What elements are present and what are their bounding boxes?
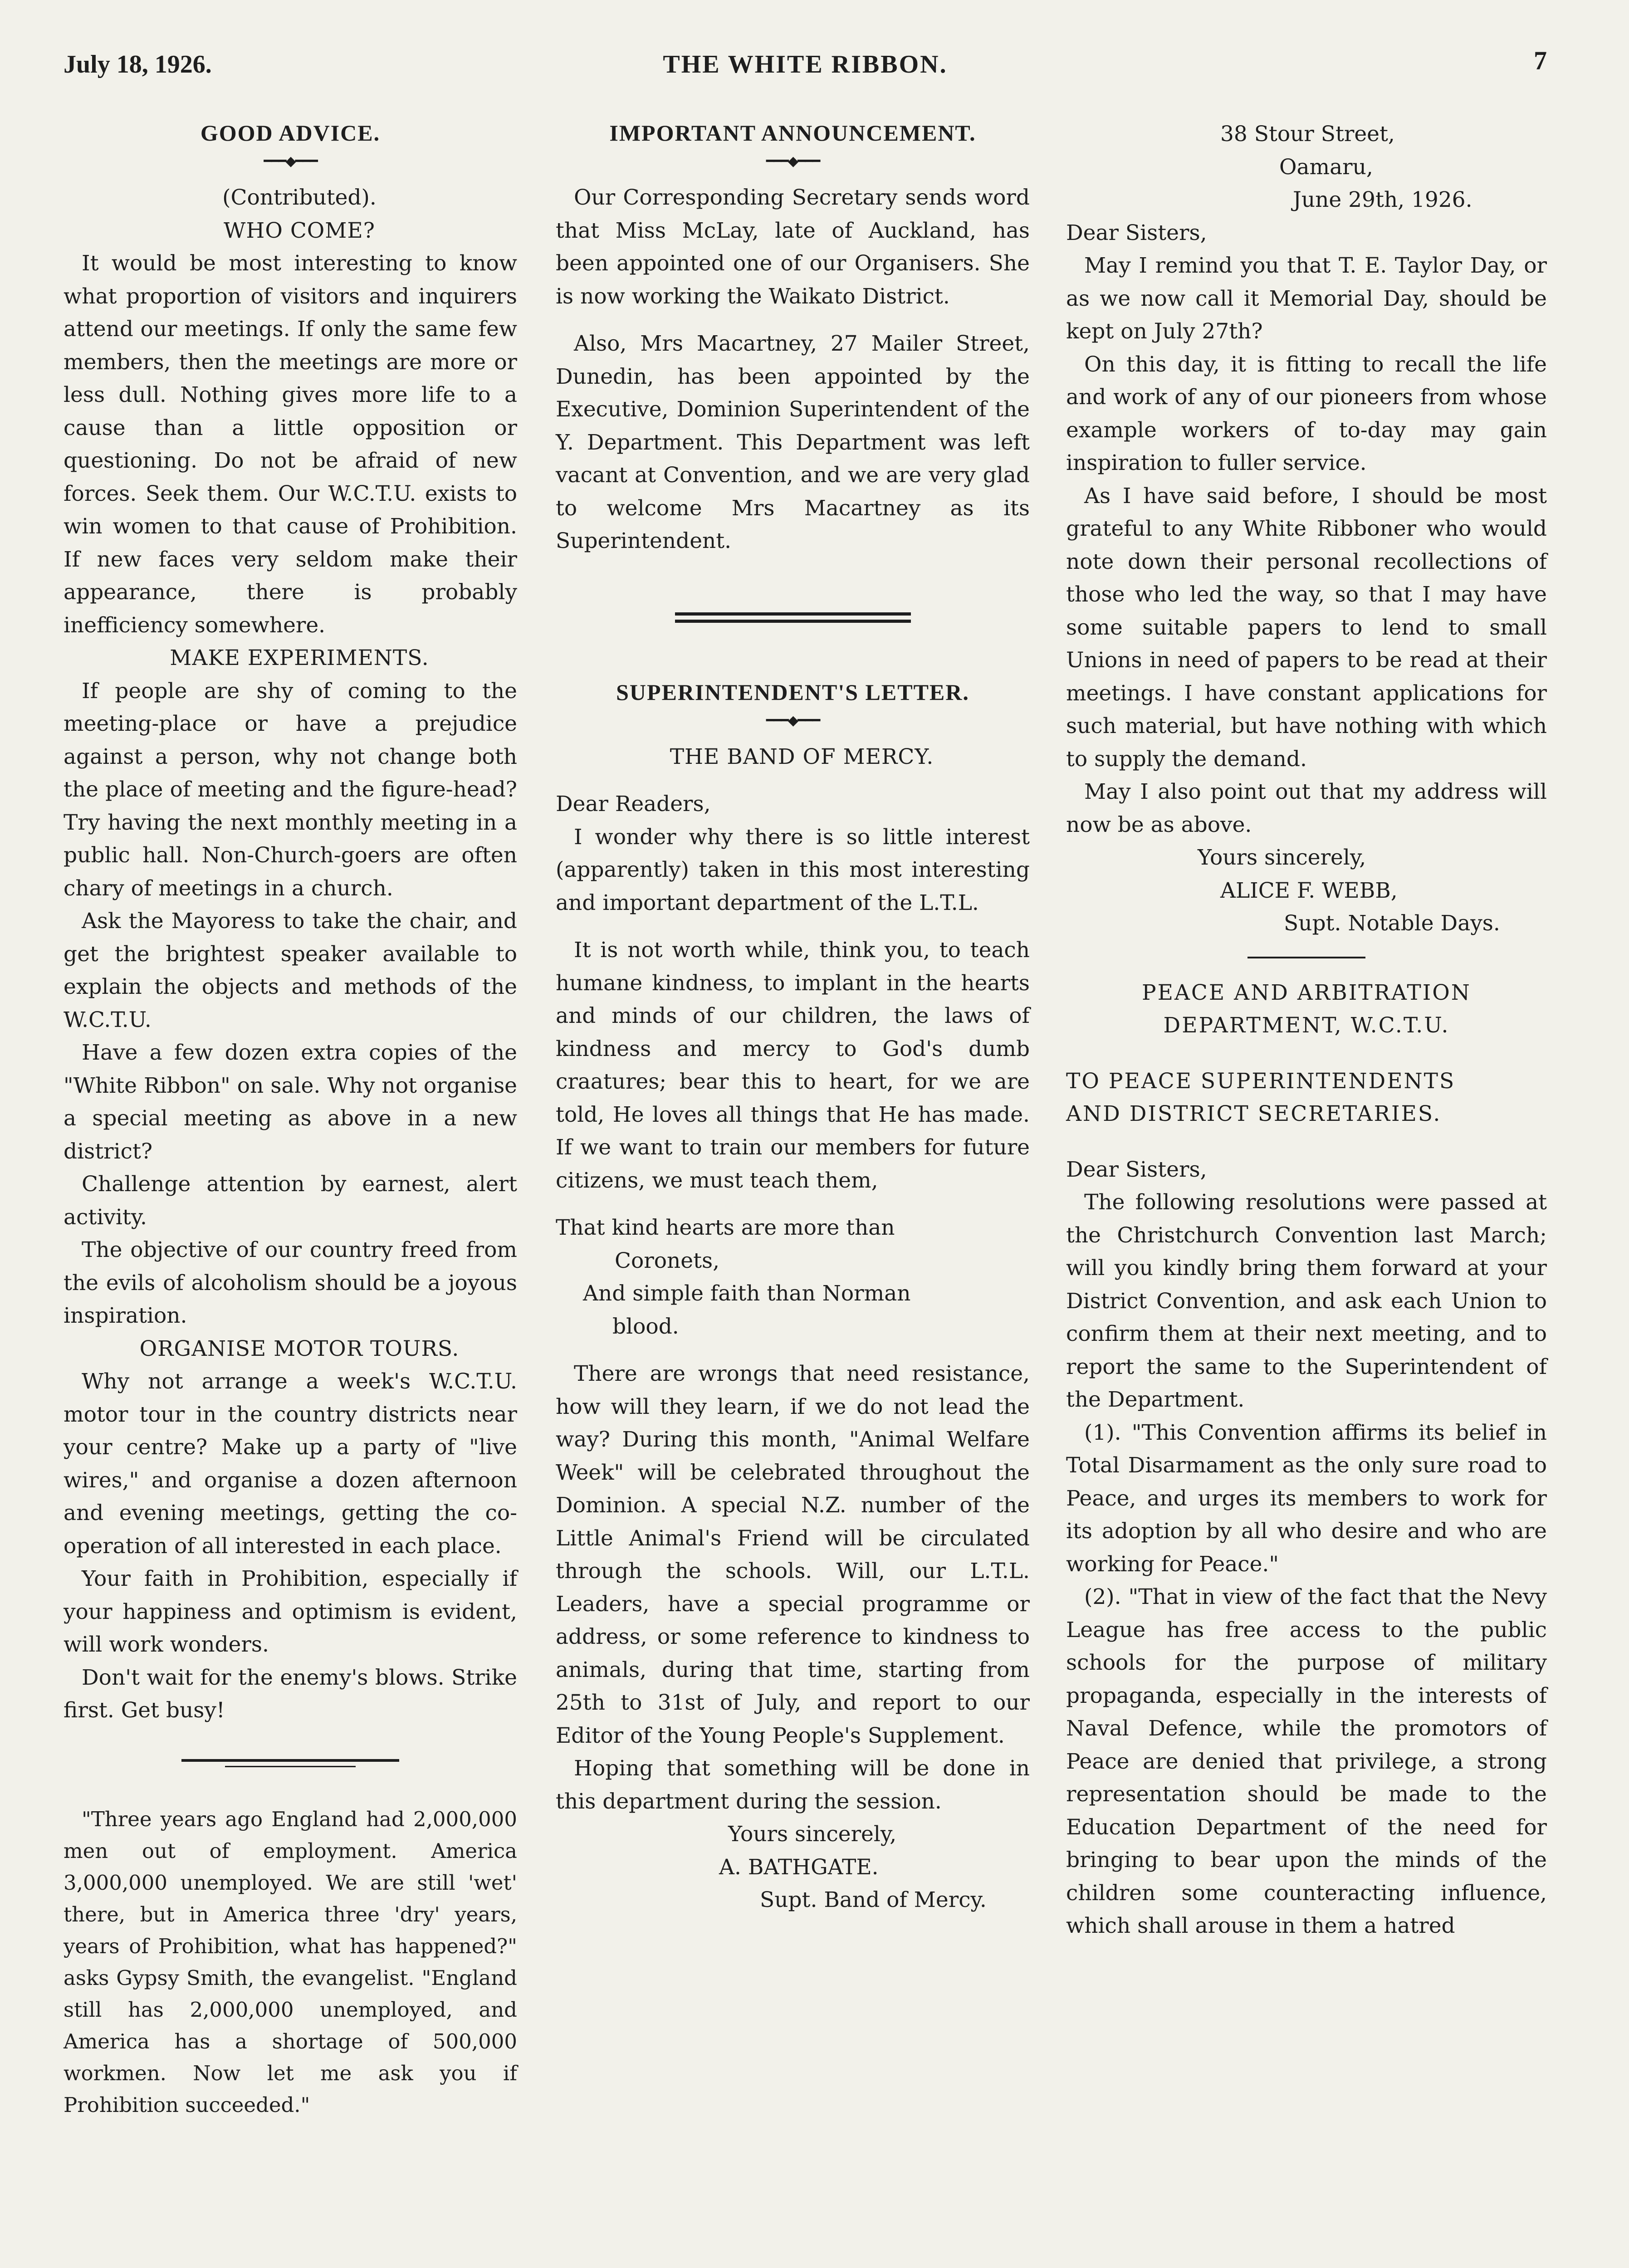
closing: Yours sincerely, [728,1822,897,1847]
section-divider [1247,957,1365,958]
poem-line: That kind hearts are more than [556,1215,895,1240]
ornament-divider: ━━━◆━━━ [264,153,317,169]
poem-line: blood. [612,1314,679,1339]
publication-title: THE WHITE RIBBON. [663,50,948,78]
paragraph: Ask the Mayoress to take the chair, and get the brightest speaker available to explain the objects and methods of the W.C.T.U. [64,909,517,1032]
paragraph: Hoping that something will be done in this department during the session. [556,1756,1030,1814]
column-letters [1066,118,1547,1943]
address-line: 38 Stour Street, [1220,122,1395,147]
paragraph: If people are shy of coming to the meeting-place or have a prejudice against a person, why not change both the place of meeting and the figure-head? Try having the next monthly meeting in a public hall. Non-Church-goers are often chary of meetings in a church. [64,678,517,901]
paragraph: Why not arrange a week's W.C.T.U. motor tour in the country districts near your centre? Make up a party of "live wires," and organise a dozen afternoon and evening meetings, getting the co-operation of all interested in each place. [64,1369,517,1559]
section-divider [181,1759,399,1767]
article-heading: IMPORTANT ANNOUNCEMENT. [609,120,976,146]
recipients-heading: AND DISTRICT SECRETARIES. [1066,1101,1442,1126]
signer-name: A. BATHGATE. [719,1854,879,1880]
closing: Yours sincerely, [1198,845,1366,870]
paragraph: May I remind you that T. E. Taylor Day, or as we now call it Memorial Day, should be kept on July 27th? [1066,253,1547,344]
paragraph: It is not worth while, think you, to teach humane kindness, to implant in the hearts and minds of our children, the laws of kindness and mercy to God's dumb craatures; bear this to heart, for we are told, He loves all things that He has made. If we want to train our members for future citizens, we must teach them, [556,938,1030,1193]
paragraph: Your faith in Prohibition, especially if your happiness and optimism is evident, will work wonders. [64,1566,517,1657]
column-good-advice [64,118,517,2121]
salutation: Dear Sisters, [1066,220,1207,245]
paragraph: Have a few dozen extra copies of the "White Ribbon" on sale. Why not organise a special meeting as above in a new district? [64,1040,517,1164]
poem-line: And simple faith than Norman [583,1281,911,1306]
section-divider [675,612,911,623]
paragraph: As I have said before, I should be most grateful to any White Ribboner who would note down their personal recollections of those who led the way, so that I may have some suitable papers to lend to small Unions in need of papers to be read at their meetings. I have constant applications for such material, but have nothing with which to supply the demand. [1066,483,1547,772]
paragraph: Don't wait for the enemy's blows. Strike first. Get busy! [64,1665,517,1723]
contributed-note: (Contributed). [222,185,377,210]
page-number: 7 [1534,46,1547,75]
masthead [64,41,1547,91]
ornament-divider: ━━━◆━━━ [766,712,820,728]
paragraph: May I also point out that my address will now be as above. [1066,779,1547,837]
paragraph: Also, Mrs Macartney, 27 Mailer Street, Dunedin, has been appointed by the Executive, Dominion Superintendent of the Y. Department. This Department was left vacant at Convention, and we are very glad to welcome Mrs Macartney as its Superintendent. [556,331,1030,553]
article-heading: SUPERINTENDENT'S LETTER. [616,679,969,705]
resolution-paragraph: (2). "That in view of the fact that the Nevy League has free access to the public schools for the purpose of military propaganda, especially in the interests of Naval Defence, while the promotors of Peace are denied that privilege, a strong representation should be made to the Education Department of the need for bringing to bear upon the minds of the children some counteracting influence, which shall arouse in them a hatred [1066,1584,1547,1938]
signer-title: Supt. Band of Mercy. [760,1887,987,1912]
paragraph: There are wrongs that need resistance, how will they learn, if we do not lead the way? During this month, "Animal Welfare Week" will be celebrated throughout the Dominion. A special N.Z. number of the Little Animal's Friend will be circulated through the schools. Will, our L.T.L. Leaders, have a special programme or address, or some reference to kindness to animals, during that time, starting from 25th to 31st of July, and report to our Editor of the Young People's Supplement. [556,1361,1030,1748]
address-date: June 29th, 1926. [1293,187,1472,212]
section-subheading: ORGANISE MOTOR TOURS. [139,1336,460,1361]
address-line: Oamaru, [1279,154,1373,180]
salutation: Dear Readers, [556,792,711,816]
paragraph: The objective of our country freed from the evils of alcoholism should be a joyous inspiration. [64,1237,517,1328]
resolution-paragraph: (1). "This Convention affirms its belief in Total Disarmament as the only sure road to Peace, and urges its members to work for its adoption by all who desire and who are working for Peace." [1066,1420,1547,1577]
column-announcements [556,118,1030,1917]
signer-title: Supt. Notable Days. [1284,911,1500,936]
paragraph: The following resolutions were passed at the Christchurch Convention last March; will you kindly bring them forward at your District Convention, and ask each Union to confirm them at their next meeting, and to report the same to the Superintendent of the Department. [1066,1190,1547,1412]
ornament-divider: ━━━◆━━━ [766,153,820,169]
issue-date: July 18, 1926. [64,50,212,78]
signer-name: ALICE F. WEBB, [1220,878,1398,903]
paragraph: I wonder why there is so little interest (apparently) taken in this most interesting and important department of the L.T.L. [556,824,1030,915]
paragraph: It would be most interesting to know what proportion of visitors and inquirers attend our meetings. If only the same few members, then the meetings are more or less dull. Nothing gives more life to a cause than a little opposition or questioning. Do not be afraid of new forces. Seek them. Our W.C.T.U. exists to win women to that cause of Prohibition. If new faces very seldom make their appearance, there is probably inefficiency somewhere. [64,251,517,638]
paragraph: Our Corresponding Secretary sends word that Miss McLay, late of Auckland, has been appointed one of our Organisers. She is now working the Waikato District. [556,185,1030,309]
section-subheading: MAKE EXPERIMENTS. [170,645,429,670]
paragraph: On this day, it is fitting to recall the life and work of any of our pioneers from whose example workers of to-day may gain inspiration to fuller service. [1066,352,1547,475]
department-heading: PEACE AND ARBITRATION [1142,980,1471,1005]
quote-paragraph: "Three years ago England had 2,000,000 men out of employment. America 3,000,000 unemployed. We are still 'wet' there, but in America three 'dry' years, years of Prohibition, what has happened?" asks Gypsy Smith, the evangelist. "England still has 2,000,000 unemployed, and America has a shortage of 500,000 workmen. Now let me ask you if Prohibition succeeded." [64,1807,517,2117]
department-heading: DEPARTMENT, W.C.T.U. [1163,1013,1450,1038]
article-heading: GOOD ADVICE. [200,120,381,146]
section-subheading: THE BAND OF MERCY. [670,744,934,769]
poem-line: Coronets, [615,1248,720,1273]
section-subheading: WHO COME? [224,218,375,243]
recipients-heading: TO PEACE SUPERINTENDENTS [1066,1068,1456,1094]
paragraph: Challenge attention by earnest, alert activity. [64,1172,517,1230]
salutation: Dear Sisters, [1066,1157,1207,1182]
